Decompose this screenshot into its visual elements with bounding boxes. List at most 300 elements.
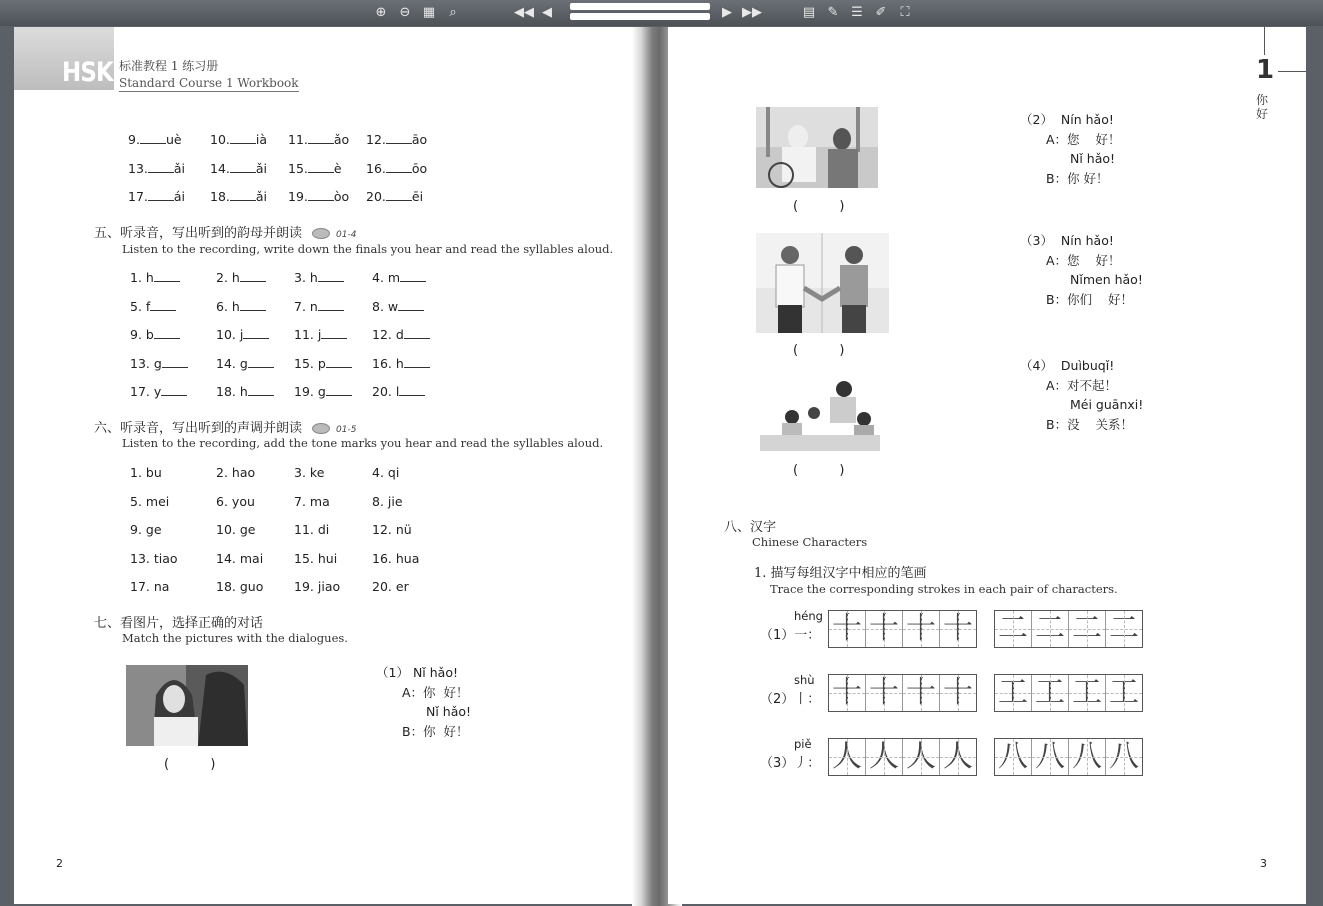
syllable-item[interactable] xyxy=(130,522,162,537)
item-initial: h xyxy=(239,384,248,399)
item-initial: h xyxy=(231,298,240,314)
item-final: uè xyxy=(165,132,182,147)
finals-item xyxy=(288,132,349,147)
item-number: 8. xyxy=(372,493,384,509)
answer-blank[interactable] xyxy=(404,357,430,368)
bookmark-icon[interactable]: ✎ xyxy=(827,5,839,20)
answer-blank[interactable] xyxy=(386,133,412,144)
tracing-cell[interactable]: 十 xyxy=(829,675,866,711)
item-number: 12. xyxy=(366,132,386,147)
item-syllable: qi xyxy=(387,465,400,480)
item-number: 12. xyxy=(372,327,392,342)
initial-item xyxy=(372,356,430,371)
photo-children-teacher-svg xyxy=(756,379,882,453)
tracing-cell[interactable]: 工 xyxy=(1032,675,1069,711)
tracing-cell[interactable]: 人 xyxy=(866,739,903,775)
item-initial: f xyxy=(145,298,151,314)
answer-blank[interactable] xyxy=(399,385,425,396)
tracing-grid-second[interactable] xyxy=(994,738,1143,776)
photo-girl-greeting-svg xyxy=(126,665,248,746)
syllable-item[interactable] xyxy=(372,465,399,480)
item-initial: j xyxy=(317,327,322,342)
exercise-8-1-instruction: Trace the corresponding strokes in each pair of characters. xyxy=(770,582,1118,596)
dialogue-4-pinyin-a: Duìbuqǐ! xyxy=(1060,358,1115,373)
item-initial: d xyxy=(395,327,404,342)
answer-blank[interactable] xyxy=(154,271,180,282)
chapter-marker-line-v xyxy=(1264,27,1265,55)
photo-businessmen-handshake xyxy=(756,233,889,333)
item-number: 6. xyxy=(216,298,228,314)
dialogue-4-number: （4） xyxy=(1020,358,1053,373)
exercise-7-title: 七、看图片，选择正确的对话 xyxy=(94,616,264,631)
answer-blank[interactable] xyxy=(161,385,187,396)
tracing-cell[interactable]: 工 xyxy=(1069,675,1106,711)
book-title-cn: 标准教程 1 练习册 xyxy=(119,59,219,73)
initial-item xyxy=(294,299,344,314)
grid-view-icon[interactable]: ▦ xyxy=(422,5,436,20)
syllable-item[interactable] xyxy=(216,579,263,594)
answer-blank[interactable] xyxy=(404,328,430,339)
stroke-label: （3）丿： xyxy=(760,756,821,771)
syllable-item[interactable] xyxy=(294,494,330,509)
item-final: ēi xyxy=(411,189,424,204)
chapter-number: 1 xyxy=(1256,55,1275,85)
item-final: ià xyxy=(255,132,268,147)
item-initial: p xyxy=(317,355,326,371)
item-number: 17. xyxy=(130,384,150,399)
tracing-cell[interactable]: 二 xyxy=(1069,611,1106,647)
syllable-item[interactable] xyxy=(294,579,340,594)
finals-item xyxy=(210,132,267,147)
item-number: 4. xyxy=(372,270,384,285)
syllable-item[interactable] xyxy=(130,579,169,594)
tracing-cell[interactable]: 人 xyxy=(903,739,940,775)
item-number: 19. xyxy=(294,384,314,399)
item-initial: h xyxy=(145,270,154,285)
tracing-cell[interactable]: 二 xyxy=(1106,611,1142,647)
dialogue-2-line-a: A：您 好！ xyxy=(1046,131,1121,147)
stroke-label: （1）一： xyxy=(760,628,821,643)
dialogue-4-pinyin-b: Méi guānxi! xyxy=(1070,397,1144,412)
initial-item xyxy=(216,299,266,314)
item-number: 11. xyxy=(288,132,308,147)
syllable-item[interactable] xyxy=(294,465,324,480)
dialogue-4 xyxy=(1020,356,1143,434)
last-page-icon[interactable]: ▶▶ xyxy=(742,5,762,20)
item-number: 11. xyxy=(294,522,314,537)
exercise-6-instruction: Listen to the recording, add the tone marks you hear and read the syllables aloud. xyxy=(122,436,604,450)
item-number: 19. xyxy=(288,189,308,204)
item-syllable: hao xyxy=(231,465,256,480)
dialogue-1-pinyin-a: Nǐ hǎo! xyxy=(412,665,458,680)
audio-track-label: 01-4 xyxy=(336,230,357,240)
item-initial: h xyxy=(395,355,404,371)
answer-blank[interactable] xyxy=(230,162,256,173)
initial-item xyxy=(130,299,176,314)
initial-item xyxy=(294,384,352,399)
stroke-pinyin: piě xyxy=(794,737,812,751)
item-syllable: jiao xyxy=(317,579,341,594)
tracing-cell[interactable]: 八 xyxy=(1106,739,1142,775)
item-syllable: ge xyxy=(239,522,256,537)
photo-elderly-man-greeting-svg xyxy=(756,107,878,188)
answer-blank[interactable] xyxy=(230,190,256,201)
item-final: ǎi xyxy=(255,160,268,176)
dialogue-4-line-b: B：没 关系！ xyxy=(1046,416,1133,432)
answer-blank[interactable] xyxy=(386,190,412,201)
item-final: òo xyxy=(333,189,350,204)
item-initial: h xyxy=(309,270,318,285)
item-number: 5. xyxy=(130,493,142,509)
answer-blank[interactable] xyxy=(308,133,334,144)
item-number: 16. xyxy=(372,550,392,566)
answer-paren-1[interactable]: ( ) xyxy=(164,757,216,772)
syllable-item[interactable] xyxy=(372,522,412,537)
item-final: è xyxy=(333,160,342,176)
photo-businessmen-handshake-svg xyxy=(756,233,889,333)
item-number: 13. xyxy=(130,550,150,566)
toolbar-group-right xyxy=(800,2,914,24)
item-number: 9. xyxy=(130,522,142,537)
dialogue-1-number: （1） xyxy=(376,665,409,680)
item-syllable: mai xyxy=(239,550,264,566)
item-number: 18. xyxy=(210,189,230,204)
dialogue-4-line-a: A：对不起！ xyxy=(1046,377,1118,393)
item-number: 7. xyxy=(294,493,306,509)
item-number: 10. xyxy=(210,132,230,147)
tracing-cell[interactable]: 十 xyxy=(866,675,903,711)
tracing-cell[interactable]: 二 xyxy=(995,611,1032,647)
initial-item xyxy=(130,384,187,399)
syllable-item[interactable] xyxy=(372,494,403,509)
exercise-6-title-text: 六、听录音，写出听到的声调并朗读 xyxy=(94,421,303,436)
toolbar-nav-next xyxy=(718,2,760,24)
dialogue-2-number: （2） xyxy=(1020,112,1053,127)
item-number: 5. xyxy=(130,298,142,314)
finals-item xyxy=(210,161,267,176)
tracing-grid-first[interactable] xyxy=(828,674,977,712)
initial-item xyxy=(294,356,352,371)
chapter-marker-line-h xyxy=(1278,71,1306,72)
list-icon[interactable]: ☰ xyxy=(851,5,863,20)
hsk-logo: HSK xyxy=(62,57,113,88)
item-number: 2. xyxy=(216,465,228,480)
item-syllable: na xyxy=(153,579,170,594)
syllable-item[interactable] xyxy=(130,551,178,566)
dialogue-1-line-a: A：你 好！ xyxy=(402,684,469,700)
item-number: 15. xyxy=(288,160,308,176)
photo-children-teacher xyxy=(756,379,882,453)
initial-item xyxy=(294,327,347,342)
syllable-item[interactable] xyxy=(130,465,162,480)
initial-item xyxy=(216,356,274,371)
item-syllable: nü xyxy=(395,522,412,537)
initial-item xyxy=(216,327,269,342)
syllable-item[interactable] xyxy=(130,494,169,509)
item-final: āo xyxy=(411,132,428,147)
stroke-pinyin: héng xyxy=(794,609,823,623)
dialogue-2 xyxy=(1020,110,1120,188)
item-number: 13. xyxy=(130,355,150,371)
photo-elderly-man-greeting xyxy=(756,107,878,188)
exercise-5-instruction: Listen to the recording, write down the finals you hear and read the syllables aloud. xyxy=(122,242,614,256)
chapter-title: 你好 xyxy=(1256,93,1269,121)
answer-blank[interactable] xyxy=(230,133,256,144)
exercise-5-title xyxy=(94,222,356,241)
exercise-8-instruction: Chinese Characters xyxy=(752,535,868,549)
item-initial: n xyxy=(309,298,318,314)
tracing-grid-second[interactable] xyxy=(994,674,1143,712)
item-number: 3. xyxy=(294,270,306,285)
item-final: ǎo xyxy=(333,132,350,147)
photo-girl-greeting xyxy=(126,665,248,746)
item-number: 8. xyxy=(372,298,384,314)
tracing-cell[interactable]: 十 xyxy=(866,611,903,647)
exercise-8-title: 八、汉字 xyxy=(724,520,777,535)
item-number: 14. xyxy=(216,355,236,371)
dialogue-1 xyxy=(376,663,471,741)
initial-item xyxy=(372,384,425,399)
initial-item xyxy=(216,384,274,399)
exercise-5-title-text: 五、听录音，写出听到的韵母并朗读 xyxy=(94,226,303,241)
page-slider[interactable] xyxy=(570,3,710,21)
page-number-left: 2 xyxy=(56,857,63,870)
dialogue-2-pinyin-a: Nín hǎo! xyxy=(1060,112,1114,127)
tracing-grid-second[interactable] xyxy=(994,610,1143,648)
answer-blank[interactable] xyxy=(148,162,174,173)
initial-item xyxy=(372,270,426,285)
finals-item xyxy=(128,132,182,147)
initial-item xyxy=(130,270,180,285)
item-number: 11. xyxy=(294,327,314,342)
item-number: 13. xyxy=(128,160,148,176)
item-initial: g xyxy=(153,355,162,371)
answer-blank[interactable] xyxy=(154,328,180,339)
item-initial: y xyxy=(153,384,162,399)
answer-blank[interactable] xyxy=(140,133,166,144)
tracing-cell[interactable]: 工 xyxy=(1106,675,1142,711)
item-number: 14. xyxy=(210,160,230,176)
dialogue-3-line-b: B：你们 好！ xyxy=(1046,291,1133,307)
tracing-cell[interactable]: 八 xyxy=(995,739,1032,775)
item-syllable: di xyxy=(317,522,330,537)
item-syllable: ke xyxy=(309,465,325,480)
answer-blank[interactable] xyxy=(321,328,347,339)
answer-paren-4[interactable]: ( ) xyxy=(793,463,845,478)
finals-item xyxy=(366,189,423,204)
item-number: 9. xyxy=(130,327,142,342)
dialogue-3-pinyin-a: Nín hǎo! xyxy=(1060,233,1114,248)
initial-item xyxy=(216,270,266,285)
item-number: 20. xyxy=(372,384,392,399)
item-syllable: bu xyxy=(145,465,162,480)
fullscreen-icon[interactable]: ⛶ xyxy=(900,5,910,20)
finals-item xyxy=(128,161,185,176)
answer-blank[interactable] xyxy=(326,385,352,396)
annotate-icon[interactable]: ✐ xyxy=(875,5,887,20)
item-initial: m xyxy=(387,270,401,285)
initial-item xyxy=(372,299,424,314)
item-number: 10. xyxy=(216,522,236,537)
item-syllable: jie xyxy=(387,493,403,509)
tracing-cell[interactable]: 工 xyxy=(995,675,1032,711)
item-number: 1. xyxy=(130,465,142,480)
item-number: 20. xyxy=(366,189,386,204)
syllable-item[interactable] xyxy=(294,522,329,537)
answer-blank[interactable] xyxy=(162,357,188,368)
item-number: 19. xyxy=(294,579,314,594)
tracing-cell[interactable]: 十 xyxy=(829,611,866,647)
zoom-out-icon[interactable]: ⊖ xyxy=(399,5,411,20)
dialogue-1-pinyin-b: Nǐ hǎo! xyxy=(426,704,472,719)
dialogue-3-line-a: A：您 好！ xyxy=(1046,252,1121,268)
search-icon[interactable]: ⌕ xyxy=(449,5,457,20)
answer-paren-2[interactable]: ( ) xyxy=(793,199,845,214)
item-syllable: er xyxy=(395,579,409,594)
item-number: 16. xyxy=(372,355,392,371)
first-page-icon[interactable]: ◀◀ xyxy=(514,5,534,20)
answer-blank[interactable] xyxy=(150,300,176,311)
exercise-7-instruction: Match the pictures with the dialogues. xyxy=(122,631,348,645)
item-final: ái xyxy=(173,189,186,204)
tracing-grid-first[interactable] xyxy=(828,610,977,648)
item-initial: b xyxy=(145,327,154,342)
stroke-pinyin: shù xyxy=(794,673,815,687)
item-initial: j xyxy=(239,327,244,342)
item-number: 4. xyxy=(372,465,384,480)
item-number: 9. xyxy=(128,132,140,147)
tracing-cell[interactable]: 二 xyxy=(1032,611,1069,647)
tracing-cell[interactable]: 八 xyxy=(1069,739,1106,775)
item-number: 14. xyxy=(216,550,236,566)
item-initial: l xyxy=(395,384,400,399)
item-number: 20. xyxy=(372,579,392,594)
answer-blank[interactable] xyxy=(248,385,274,396)
dialogue-3-number: （3） xyxy=(1020,233,1053,248)
dialogue-1-line-b: B：你 好！ xyxy=(402,723,469,739)
finals-item xyxy=(210,189,267,204)
syllable-item[interactable] xyxy=(216,494,255,509)
answer-blank[interactable] xyxy=(326,357,352,368)
syllable-item[interactable] xyxy=(372,579,409,594)
item-syllable: ma xyxy=(309,493,330,509)
item-number: 18. xyxy=(216,384,236,399)
prev-page-icon[interactable]: ◀ xyxy=(542,5,552,20)
item-syllable: hui xyxy=(317,550,338,566)
answer-blank[interactable] xyxy=(386,162,412,173)
toolbar-nav-prev xyxy=(514,2,556,24)
finals-item xyxy=(288,189,349,204)
thumbnails-icon[interactable]: ▤ xyxy=(802,5,816,20)
stroke-label: （2）丨： xyxy=(760,692,821,707)
answer-blank[interactable] xyxy=(308,190,334,201)
item-number: 15. xyxy=(294,355,314,371)
exercise-8-1-title: 1. 描写每组汉字中相应的笔画 xyxy=(754,566,927,581)
answer-blank[interactable] xyxy=(318,271,344,282)
answer-paren-3[interactable]: ( ) xyxy=(793,343,845,358)
tracing-cell[interactable]: 十 xyxy=(940,611,976,647)
item-final: ōo xyxy=(411,160,428,176)
item-number: 10. xyxy=(216,327,236,342)
item-initial: g xyxy=(317,384,326,399)
item-syllable: guo xyxy=(239,579,264,594)
initial-item xyxy=(130,356,188,371)
syllable-item[interactable] xyxy=(294,551,337,566)
tracing-cell[interactable]: 十 xyxy=(903,611,940,647)
item-number: 12. xyxy=(372,522,392,537)
item-syllable: hua xyxy=(395,550,420,566)
syllable-item[interactable] xyxy=(372,551,419,566)
item-initial: h xyxy=(231,270,240,285)
toolbar-group-left xyxy=(372,2,462,24)
finals-item xyxy=(366,161,427,176)
item-number: 6. xyxy=(216,493,228,509)
next-page-icon[interactable]: ▶ xyxy=(722,5,732,20)
finals-item xyxy=(288,161,342,176)
initial-item xyxy=(130,327,180,342)
tracing-cell[interactable]: 人 xyxy=(940,739,976,775)
item-number: 7. xyxy=(294,298,306,314)
initial-item xyxy=(294,270,344,285)
answer-blank[interactable] xyxy=(148,190,174,201)
tracing-cell[interactable]: 十 xyxy=(903,675,940,711)
item-number: 2. xyxy=(216,270,228,285)
answer-blank[interactable] xyxy=(248,357,274,368)
dialogue-2-pinyin-b: Nǐ hǎo! xyxy=(1070,151,1116,166)
exercise-6-title xyxy=(94,417,356,436)
reader-toolbar xyxy=(0,0,1323,26)
answer-blank[interactable] xyxy=(240,300,266,311)
item-number: 17. xyxy=(128,189,148,204)
left-page xyxy=(14,27,645,904)
tracing-cell[interactable]: 人 xyxy=(829,739,866,775)
audio-disc-icon[interactable] xyxy=(312,228,330,239)
item-number: 18. xyxy=(216,579,236,594)
zoom-in-icon[interactable]: ⊕ xyxy=(375,5,387,20)
answer-blank[interactable] xyxy=(398,300,424,311)
finals-item xyxy=(366,132,427,147)
item-syllable: tiao xyxy=(153,550,178,566)
tracing-cell[interactable]: 十 xyxy=(940,675,976,711)
item-initial: w xyxy=(387,298,399,314)
item-number: 15. xyxy=(294,550,314,566)
answer-blank[interactable] xyxy=(308,162,334,173)
answer-blank[interactable] xyxy=(400,271,426,282)
item-final: ǎi xyxy=(255,189,268,204)
item-number: 17. xyxy=(130,579,150,594)
answer-blank[interactable] xyxy=(243,328,269,339)
tracing-cell[interactable]: 八 xyxy=(1032,739,1069,775)
answer-blank[interactable] xyxy=(318,300,344,311)
dialogue-3 xyxy=(1020,231,1143,309)
right-page xyxy=(668,27,1306,904)
dialogue-2-line-b: B：你 好！ xyxy=(1046,170,1109,186)
item-syllable: ge xyxy=(145,522,162,537)
item-number: 3. xyxy=(294,465,306,480)
tracing-grid-first[interactable] xyxy=(828,738,977,776)
item-number: 16. xyxy=(366,160,386,176)
initial-item xyxy=(372,327,430,342)
book-title-en: Standard Course 1 Workbook xyxy=(119,76,299,90)
item-initial: g xyxy=(239,355,248,371)
item-number: 1. xyxy=(130,270,142,285)
syllable-item[interactable] xyxy=(216,551,263,566)
finals-item xyxy=(128,189,185,204)
syllable-item[interactable] xyxy=(216,522,256,537)
audio-disc-icon[interactable] xyxy=(312,423,330,434)
syllable-item[interactable] xyxy=(216,465,255,480)
answer-blank[interactable] xyxy=(240,271,266,282)
